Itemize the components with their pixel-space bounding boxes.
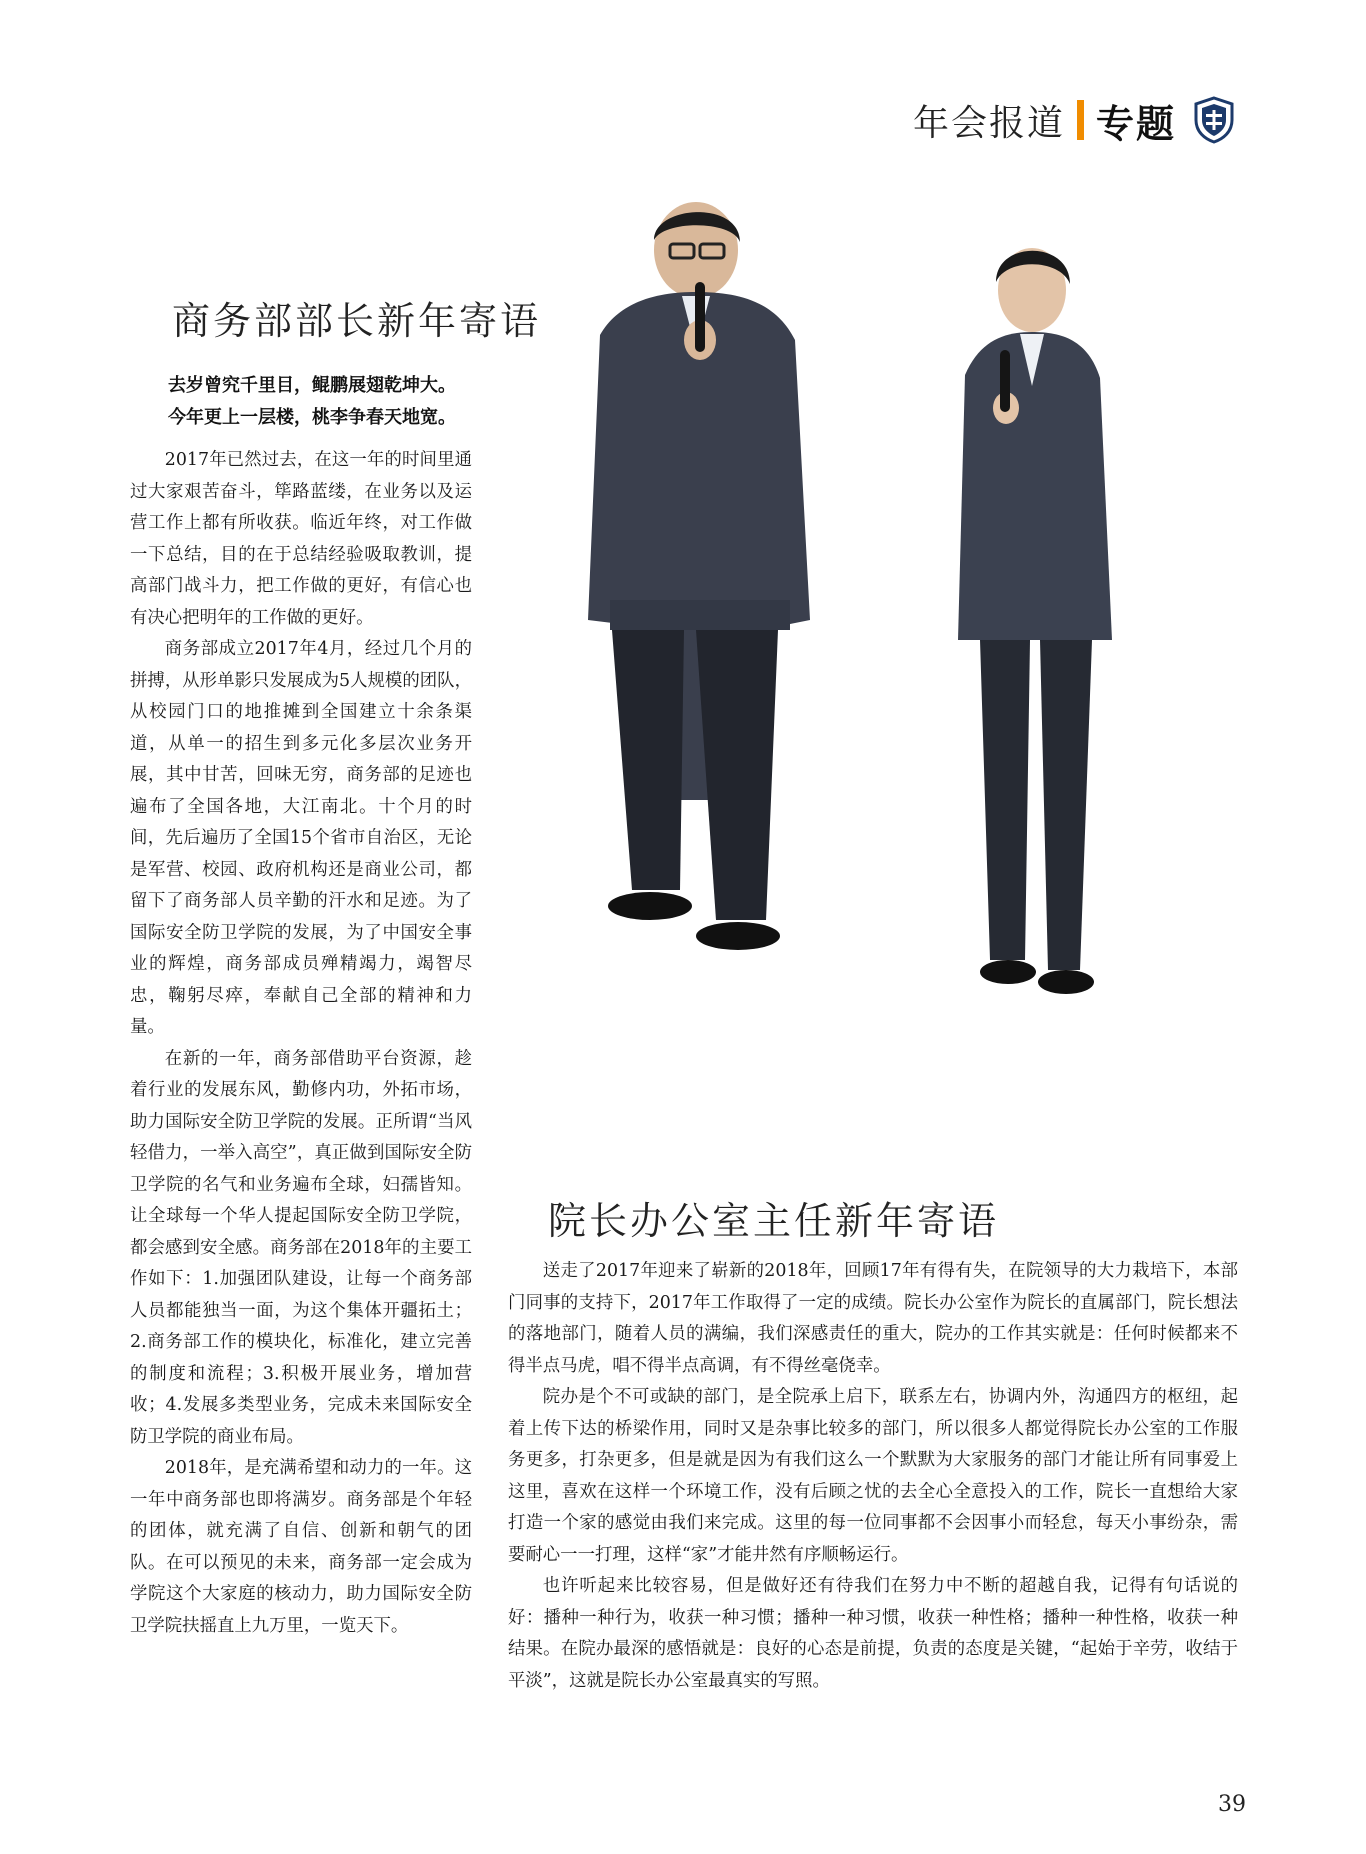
male-speaker-figure (588, 202, 810, 950)
opening-couplet (168, 370, 456, 434)
article-body-office (508, 1256, 1238, 1697)
body-paragraph: 院办是个不可或缺的部门，是全院承上启下，联系左右，协调内外，沟通四方的枢纽，起着上传下达的桥梁作用，同时又是杂事比较多的部门，所以很多人都觉得院长办公室的工作服务更多，打杂更多，但是就是因为有我们这么一个默默为大家服务的部门才能让所有同事爱上这里，喜欢在这样一个环境工作，没有后顾之忧的去全心全意投入的工作，院长一直想给大家打造一个家的感觉由我们来完成。这里的每一位同事都不会因事小而轻怠，每天小事纷杂，需要耐心一一打理，这样“家”才能井然有序顺畅运行。 (508, 1387, 1238, 1565)
body-paragraph: 2018年，是充满希望和动力的一年。这一年中商务部也即将满岁。商务部是个年轻的团体，就充满了自信、创新和朝气的团队。在可以预见的未来，商务部一定会成为学院这个大家庭的核动力，助力国际安全防卫学院扶摇直上九万里，一览天下。 (130, 1458, 472, 1636)
header-divider (1077, 100, 1084, 140)
body-paragraph: 商务部成立2017年4月，经过几个月的拼搏，从形单影只发展成为5人规模的团队，从校园门口的地推摊到全国建立十余条渠道，从单一的招生到多元化多层次业务开展，其中甘苦，回味无穷，商务部的足迹也遍布了全国各地，大江南北。十个月的时间，先后遍历了全国15个省市自治区，无论是军营、校园、政府机构还是商业公司，都留下了商务部人员辛勤的汗水和足迹。为了国际安全防卫学院的发展，为了中国安全事业的辉煌，商务部成员殚精竭力，竭智尽忠，鞠躬尽瘁，奉献自己全部的精神和力量。 (130, 639, 472, 1037)
body-paragraph: 也许听起来比较容易，但是做好还有待我们在努力中不断的超越自我，记得有句话说的好：播种一种行为，收获一种习惯；播种一种习惯，收获一种性格；播种一种性格，收获一种结果。在院办最深的感悟就是：良好的心态是前提，负责的态度是关键，“起始于辛劳，收结于平淡”，这就是院长办公室最真实的写照。 (508, 1576, 1238, 1691)
page-number: 39 (1218, 1792, 1246, 1817)
article-body-commerce (130, 445, 472, 1642)
article-title-office: 院长办公室主任新年寄语 (548, 1199, 1000, 1243)
body-paragraph: 送走了2017年迎来了崭新的2018年，回顾17年有得有失，在院领导的大力栽培下，本部门同事的支持下，2017年工作取得了一定的成绩。院长办公室作为院长的直属部门，院长想法的落地部门，随着人员的满编，我们深感责任的重大，院办的工作其实就是：任何时候都来不得半点马虎，唱不得半点高调，有不得丝毫侥幸。 (508, 1261, 1238, 1376)
body-paragraph: 2017年已然过去，在这一年的时间里通过大家艰苦奋斗，筚路蓝缕，在业务以及运营工作上都有所收获。临近年终，对工作做一下总结，目的在于总结经验吸取教训，提高部门战斗力，把工作做的更好，有信心也有决心把明年的工作做的更好。 (130, 450, 472, 628)
speakers-photo (500, 200, 1190, 1160)
shield-emblem-icon (1192, 96, 1236, 144)
couplet-line: 去岁曾究千里目，鲲鹏展翅乾坤大。 (168, 375, 456, 396)
section-label: 年会报道 (912, 102, 1065, 144)
topic-label: 专题 (1095, 101, 1176, 146)
couplet-line: 今年更上一层楼，桃李争春天地宽。 (168, 407, 456, 428)
article-title-commerce: 商务部部长新年寄语 (172, 299, 542, 343)
body-paragraph: 在新的一年，商务部借助平台资源，趁着行业的发展东风，勤修内功，外拓市场，助力国际安全防卫学院的发展。正所谓“当风轻借力，一举入高空”，真正做到国际安全防卫学院的名气和业务遍布全球，妇孺皆知。让全球每一个华人提起国际安全防卫学院，都会感到安全感。商务部在2018年的主要工作如下：1.加强团队建设，让每一个商务部人员都能独当一面，为这个集体开疆拓土；2.商务部工作的模块化，标准化，建立完善的制度和流程；3.积极开展业务，增加营收；4.发展多类型业务，完成未来国际安全防卫学院的商业布局。 (130, 1048, 472, 1447)
female-speaker-figure (958, 248, 1112, 994)
page-header (913, 92, 1236, 148)
